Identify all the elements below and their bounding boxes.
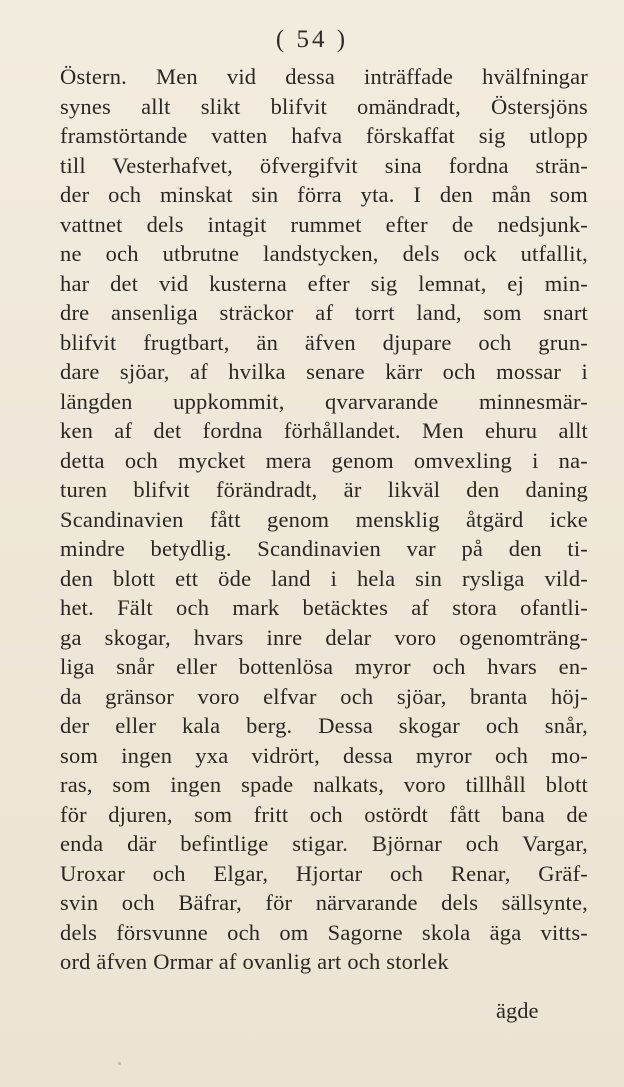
text-line: dare sjöar, af hvilka senare kärr och mossar i [60,359,588,384]
text-line: dels försvunne och om Sagorne skola äga vitts- [60,919,588,945]
paper-speck [118,1062,121,1065]
text-line: synes allt slikt blifvit omändradt, Östersjöns [60,93,588,119]
text-line: framstörtande vatten hafva förskaffat sig utlopp [60,123,588,148]
text-line: ord äfven Ormar af ovanlig art och storlek [60,949,449,974]
text-line: Scandinavien fått genom mensklig åtgärd icke [60,506,588,532]
text-line: ne och utbrutne landstycken, dels ock utfallit, [60,241,588,266]
text-line: svin och Bäfrar, för närvarande dels sällsynte, [60,890,588,915]
text-line: ras, som ingen spade nalkats, voro tillhåll blott [60,772,588,797]
text-line: turen blifvit förändradt, är likväl den daning [60,477,588,502]
body-text [60,62,588,977]
text-line: blifvit frugtbart, än äfven djupare och grun- [60,329,588,355]
text-line: ga skogar, hvars inre delar voro ogenomträng- [60,624,588,650]
text-line: ken af det fordna förhållandet. Men ehuru allt [60,418,588,443]
text-line: detta och mycket mera genom omvexling i na- [60,447,588,473]
text-line: het. Fält och mark betäcktes af stora ofantli- [60,595,588,620]
text-line: som ingen yxa vidrört, dessa myror och mo- [60,742,588,768]
text-line: den blott ett öde land i hela sin rysliga vild- [60,565,588,591]
text-line: liga snår eller bottenlösa myror och hvars en- [60,654,588,679]
text-line: till Vesterhafvet, öfvergifvit sina fordna strän- [60,152,588,178]
text-line: dre ansenliga sträckor af torrt land, som snart [60,300,588,325]
text-line: har det vid kusterna efter sig lemnat, ej min- [60,270,588,296]
text-line: enda där befintlige stigar. Björnar och Vargar, [60,831,588,856]
text-line: Uroxar och Elgar, Hjortar och Renar, Gräf- [60,860,588,886]
text-line: da gränsor voro elfvar och sjöar, branta höj- [60,683,588,709]
text-line: längden uppkommit, qvarvarande minnesmär- [60,388,588,414]
text-line: mindre betydlig. Scandinavien var på den ti- [60,536,588,561]
text-line: der och minskat sin förra yta. I den mån som [60,182,588,207]
page-number: ( 54 ) [275,26,349,53]
text-line: Östern. Men vid dessa inträffade hvälfningar [60,64,588,89]
catchword: ägde [496,998,539,1023]
text-line: för djuren, som fritt och ostördt fått bana de [60,801,588,827]
paper-speck [64,902,66,904]
text-line: der eller kala berg. Dessa skogar och snår, [60,713,588,738]
text-line: vattnet dels intagit rummet efter de nedsjunk- [60,211,588,237]
